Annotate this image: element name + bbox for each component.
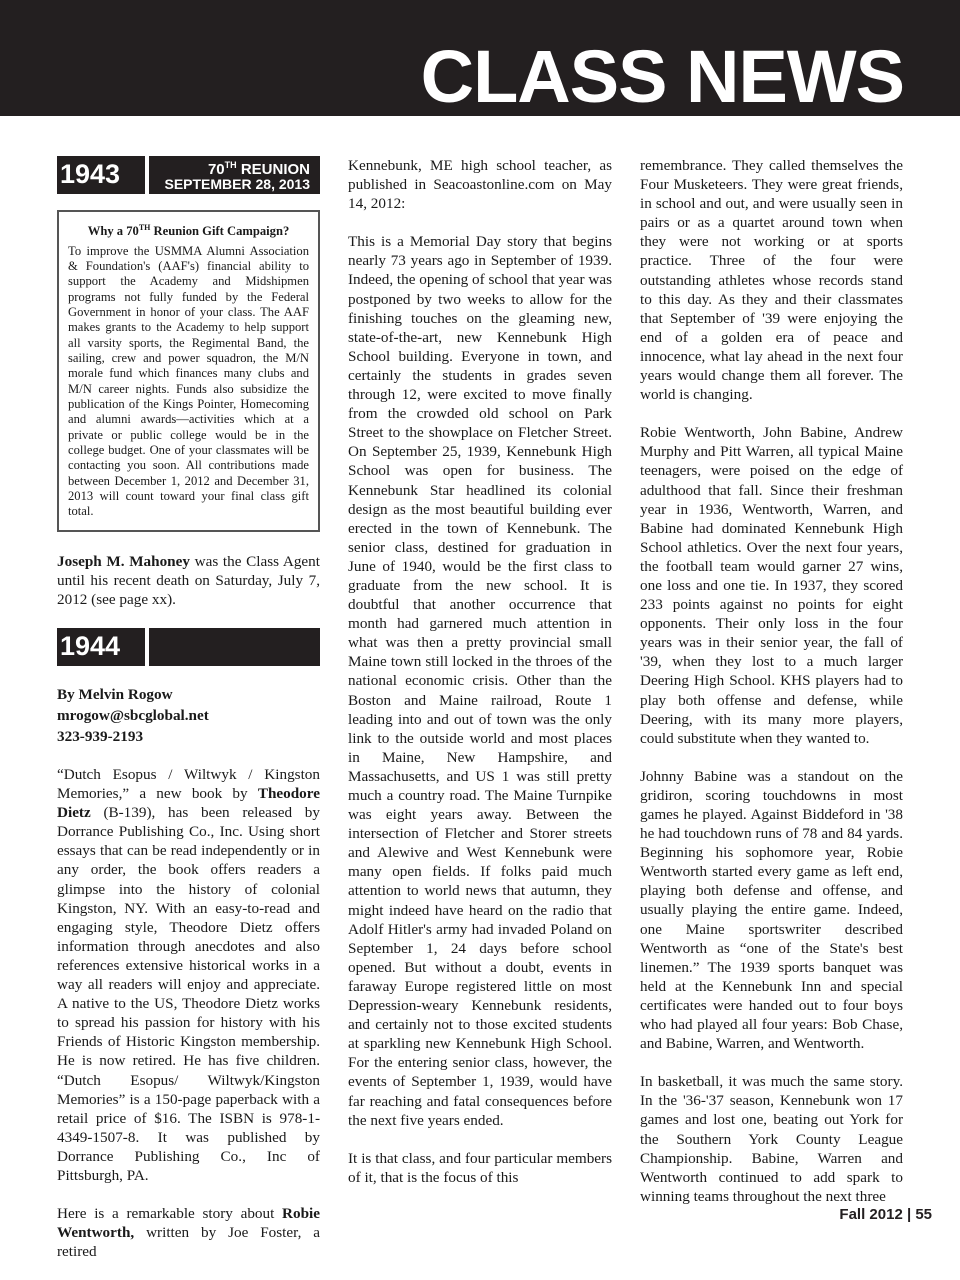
- reunion-label: 70TH REUNION SEPTEMBER 28, 2013: [149, 156, 320, 194]
- paragraph: Robie Wentworth, John Babine, Andrew Murphy and Pitt Warren, all typical Maine teenagers, were poised on the edge of adulthood that fall. Since their freshman year in 1936, Wentworth, Warren, and Babine had dominated Kennebunk High School athletics. Over the next four years, the football team would garner 27 wins, one loss and one tie. In 1937, they scored 233 points against no points for eight opponents. Their only loss in the four years was in their senior year, the fall of '39, when they lost to a much larger Deering High School. KHS players had to play both offense and defense, while Deering, with its many more players, could substitute when they wanted to.: [640, 424, 903, 747]
- page-title: CLASS NEWS: [420, 35, 904, 118]
- column-3: [640, 156, 903, 1225]
- paragraph: It is that class, and four particular members of it, that is the focus of this: [348, 1149, 612, 1186]
- byline-phone: 323-939-2193: [57, 728, 144, 745]
- callout-title: Why a 70TH Reunion Gift Campaign?: [87, 223, 290, 239]
- gift-campaign-callout: [57, 210, 320, 532]
- column-2: [348, 156, 612, 1206]
- callout-body: To improve the USMMA Alumni Association & Foundation's (AAF's) financial ability to support the Academy and Midshipmen programs not fully funded by the Federal Government in honor of your class. The AAF makes grants to the Academy to help support all varsity sports, the Regimental Band, the sailing, crew and power squadron, the M/N morale fund which finances many clubs and M/N career nights. Funds also subsidize the publication of the Kings Pointer, Homecoming and alumni awards—activities which at a private or public college would be in the college budget. One of your classmates will be contacting you soon. All contributions made between December 1, 2012 and December 31, 2013 will count toward your final class gift total.: [68, 243, 309, 519]
- year-header-1943: [57, 156, 320, 194]
- column-1: [57, 156, 320, 1280]
- year-header-1944: [57, 628, 320, 666]
- year-label: 1943: [57, 156, 145, 194]
- paragraph: Johnny Babine was a standout on the gridiron, scoring touchdowns in most games he played. Against Biddeford in '38 he had touchdown runs of 78 and 84 yards. Beginning his sophomore year, Robie Wentworth started every game as left end, playing both defense and offense, and usually playing the entire game. Indeed, one Maine sportswriter described Wentworth as “one of the State's best linemen.” The 1939 sports banquet was held at the Kennebunk Inn and special certificates were handed out to four boys who had played all four years: Bob Chase, and Babine, Warren, and Wentworth.: [640, 767, 903, 1053]
- paragraph: remembrance. They called themselves the Four Musketeers. They were great friends, in school and out, and were usually seen in pairs or as a quartet around town when they were not working or at sports practice. Three of the four were outstanding athletes whose records stand to this day. As they and their classmates that September of '39 were enjoying the end of a golden era of peace and innocence, what lay ahead in the next four years would change them all forever. The world is changing.: [640, 157, 903, 404]
- paragraph: Kennebunk, ME high school teacher, as published in Seacoastonline.com on May 14, 2012:: [348, 157, 612, 213]
- class-agent-note: Joseph M. Mahoney was the Class Agent until his recent death on Saturday, July 7, 2012 (see page xx).: [57, 552, 320, 608]
- paragraph: In basketball, it was much the same story. In the '36-'37 season, Kennebunk won 17 games and lost one, beating out York for the Southern York County League Championship. Babine, Warren and Wentworth continued to add spark to winning teams throughout the next three: [640, 1073, 903, 1205]
- byline: [57, 684, 320, 747]
- page-footer: Fall 2012 | 55: [839, 1206, 932, 1223]
- agent-name: Joseph M. Mahoney: [57, 552, 190, 570]
- reunion-date: SEPTEMBER 28, 2013: [164, 176, 310, 192]
- byline-name: By Melvin Rogow: [57, 686, 173, 703]
- paragraph: This is a Memorial Day story that begins nearly 73 years ago in September of 1939. Indeed, the opening of school that year was postponed by two weeks to allow for the finishing touches on the gleaming new, state-of-the-art, new Kennebunk High School building. Everyone in town, and certainly the students in grades seven through 12, were excited to move finally from the crowded old school on Park Street to the showplace on Fletcher Street. On September 25, 1939, Kennebunk High School was open for business. The Kennebunk Star headlined its colonial design as the most beautiful building ever erected in the town of Kennebunk. The senior class, destined for graduation in June of 1940, would be the first class to graduate from the new school. It is doubtful that another occurrence that month had garnered much attention in what was then a pretty provincial small Maine town still locked in the throes of the national economic crisis. Other than the Boston and Maine railroad, Route 1 leading into and out of town was the only link to the outside world and most places in Maine, New Hampshire, and Massachusetts, and US 1 was still pretty much a country road. The Maine Turnpike was eight years away. Between the intersection of Fletcher and Storer streets and Alewive and West Kennebunk were many open fields. If folks paid much attention to world news that autumn, they might indeed have heard on the radio that Adolf Hitler's army had invaded Poland on September 1, 24 days before school opened. But without a doubt, events in faraway Europe registered little on most Depression-weary Kennebunk residents, and certainly not to those excited students at sparkling new Kennebunk High School. For the entering senior class, however, the events of September 1, 1939, would have far reaching and fatal consequences before the next five years ended.: [348, 233, 613, 1129]
- year-label: 1944: [57, 628, 145, 666]
- year-bar-blank: [149, 628, 320, 666]
- byline-email[interactable]: mrogow@sbcglobal.net: [57, 707, 209, 724]
- paragraph: “Dutch Esopus / Wiltwyk / Kingston Memories,” a new book by Theodore Dietz (B-139), has been released by Dorrance Publishing Co., Inc. Using short essays that can be read independently or in any order, the book offers readers a glimpse into the history of colonial Kingston, NY. With an easy-to-read and engaging style, Theodore Dietz offers information through anecdotes and also references extensive historical works in a way all readers will enjoy and appreciate. A native to the US, Theodore Dietz works to spread his passion for history with his Friends of Historic Kingston membership. He is now retired. He has five children. “Dutch Esopus/ Wiltwyk/Kingston Memories” is a 150-page paperback with a retail price of $16. The ISBN is 978-1-4349-1507-8. It was published by Dorrance Publishing Co., Inc of Pittsburgh, PA.: [57, 766, 320, 1184]
- paragraph: Here is a remarkable story about Robie Wentworth, written by Joe Foster, a retired: [57, 1205, 320, 1261]
- header-bar: [0, 0, 960, 116]
